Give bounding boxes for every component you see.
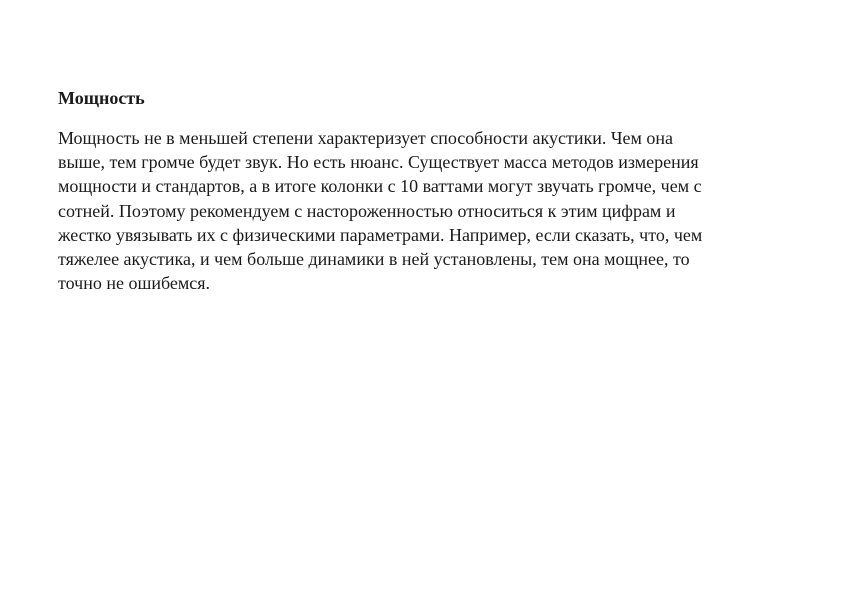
- paragraph-line: мощности и стандартов, а в итоге колонки с 10 ваттами могут звучать громче, чем с: [58, 176, 702, 197]
- paragraph-line: выше, тем громче будет звук. Но есть нюанс. Существует масса методов измерения: [58, 152, 699, 173]
- paragraph-line: жестко увязывать их с физическими параметрами. Например, если сказать, что, чем: [58, 224, 703, 245]
- section-paragraph: [58, 126, 702, 295]
- section-heading: Мощность: [58, 88, 145, 108]
- paragraph-line: сотней. Поэтому рекомендуем с настороженностью относиться к этим цифрам и: [58, 200, 676, 221]
- paragraph-line: точно не ошибемся.: [58, 273, 211, 294]
- paragraph-line: Мощность не в меньшей степени характеризует способности акустики. Чем она: [58, 128, 674, 148]
- paragraph-line: тяжелее акустика, и чем больше динамики в ней установлены, тем она мощнее, то: [58, 249, 690, 270]
